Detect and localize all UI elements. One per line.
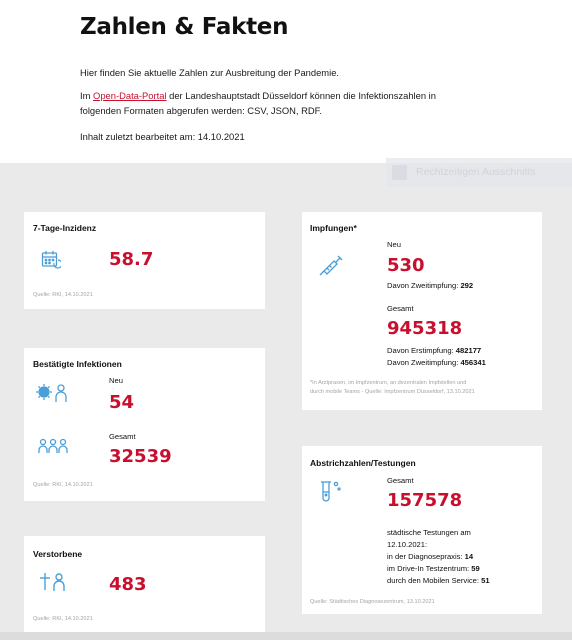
tests-card xyxy=(302,446,542,614)
incidence-value: 58.7 xyxy=(109,249,154,270)
open-data-prefix: Im xyxy=(80,90,94,101)
tests-source: Quelle: Städtisches Diagnosezentrum, 13.10.2021 xyxy=(310,599,435,605)
vaccinations-first-dose-total xyxy=(387,345,481,356)
tests-diagnosis xyxy=(387,551,473,562)
infections-new-label: Neu xyxy=(109,376,123,385)
open-data-line1: der Landeshauptstadt Düsseldorf können die Infektionszahlen in xyxy=(166,90,436,101)
deaths-title: Verstorbene xyxy=(33,549,83,559)
virus-person-icon xyxy=(36,383,70,403)
vaccinations-total-value: 945318 xyxy=(387,318,463,339)
quick-action-icon xyxy=(392,165,407,180)
syringe-icon xyxy=(319,254,343,276)
test-tube-icon xyxy=(318,480,344,504)
vaccinations-footnote-1: *In Arztpraxen, im Impfzentrum, an dezentralen Impfstellen und xyxy=(310,380,467,386)
vaccinations-second-dose-total xyxy=(387,357,486,368)
second-dose-new-value: 292 xyxy=(460,281,474,290)
drive-label: im Drive-In Testzentrum: xyxy=(387,564,472,573)
deaths-card xyxy=(24,536,265,632)
vaccinations-title: Impfungen* xyxy=(310,223,357,233)
first-dose-total-label: Davon Erstimpfung: xyxy=(387,346,456,355)
tests-mobile xyxy=(387,575,490,586)
diag-label: in der Diagnosepraxis: xyxy=(387,552,465,561)
calendar-icon xyxy=(41,250,61,270)
open-data-text xyxy=(80,88,500,118)
infections-total-value: 32539 xyxy=(109,446,172,467)
quick-action-label: Rechtzeitigen Ausschnitts xyxy=(416,166,536,178)
vaccinations-new-label: Neu xyxy=(387,240,401,249)
tests-city-line2: 12.10.2021: xyxy=(387,540,428,549)
incidence-title: 7-Tage-Inzidenz xyxy=(33,223,97,233)
second-dose-total-value: 456341 xyxy=(460,358,486,367)
group-icon xyxy=(38,438,68,456)
open-data-portal-link[interactable]: Open-Data-Portal xyxy=(93,90,167,101)
infections-source: Quelle: RKI, 14.10.2021 xyxy=(33,482,93,488)
infections-title: Bestätigte Infektionen xyxy=(33,359,122,369)
intro-text: Hier finden Sie aktuelle Zahlen zur Ausbreitung der Pandemie. xyxy=(80,67,340,78)
tests-drive-in xyxy=(387,563,480,574)
infections-total-label: Gesamt xyxy=(109,432,136,441)
vaccinations-footnote-2: durch mobile Teams - Quelle: Impfzentrum Düsseldorf, 13.10.2021 xyxy=(310,389,475,395)
second-dose-total-label: Davon Zweitimpfung: xyxy=(387,358,461,367)
intro-section xyxy=(0,0,572,163)
diag-value: 14 xyxy=(464,552,474,561)
incidence-source: Quelle: RKI, 14.10.2021 xyxy=(33,292,93,298)
vaccinations-card xyxy=(302,212,542,410)
drive-value: 59 xyxy=(471,564,480,573)
vaccinations-second-dose-new xyxy=(387,280,473,291)
deaths-value: 483 xyxy=(109,574,147,595)
tests-title: Abstrichzahlen/Testungen xyxy=(310,458,416,468)
open-data-line2: folgenden Formaten abgerufen werden: CSV, JSON, RDF. xyxy=(80,105,322,116)
mobile-label: durch den Mobilen Service: xyxy=(387,576,482,585)
quick-action-button[interactable] xyxy=(386,158,572,187)
mobile-value: 51 xyxy=(481,576,490,585)
infections-new-value: 54 xyxy=(109,392,135,413)
vaccinations-new-value: 530 xyxy=(387,255,425,276)
second-dose-new-label: Davon Zweitimpfung: xyxy=(387,281,461,290)
infections-card xyxy=(24,348,265,501)
cross-person-icon xyxy=(39,572,69,592)
vaccinations-total-label: Gesamt xyxy=(387,304,414,313)
tests-city-line1: städtische Testungen am xyxy=(387,528,471,537)
deaths-source: Quelle: RKI, 14.10.2021 xyxy=(33,616,93,622)
first-dose-total-value: 482177 xyxy=(455,346,482,355)
page-title: Zahlen & Fakten xyxy=(80,14,289,40)
last-edited: Inhalt zuletzt bearbeitet am: 14.10.2021 xyxy=(80,131,245,142)
bottom-strip xyxy=(0,632,572,640)
tests-total-value: 157578 xyxy=(387,490,463,511)
tests-total-label: Gesamt xyxy=(387,476,414,485)
incidence-card xyxy=(24,212,265,309)
